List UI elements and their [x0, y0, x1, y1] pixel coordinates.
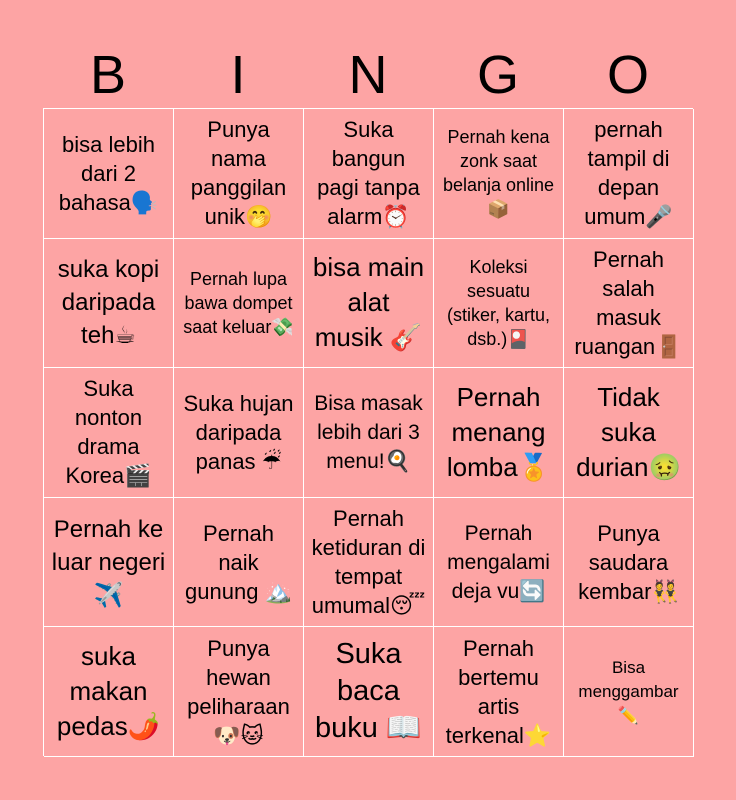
bingo-cell[interactable] — [304, 239, 434, 369]
bingo-cell[interactable] — [564, 239, 694, 369]
bingo-cell[interactable] — [174, 109, 304, 239]
bingo-cell[interactable] — [44, 498, 174, 628]
cell-text: Pernah ke luar negeri ✈️ — [51, 515, 166, 609]
cell-text: bisa lebih dari 2 bahasa🗣️ — [58, 131, 159, 215]
bingo-cell[interactable] — [434, 498, 564, 628]
bingo-header — [43, 42, 693, 108]
bingo-cell[interactable] — [44, 109, 174, 239]
bingo-cell[interactable] — [174, 368, 304, 498]
cell-text: Bisa masak lebih dari 3 menu!🍳 — [314, 391, 423, 473]
cell-text: Tidak suka durian🤢 — [576, 381, 681, 482]
cell-text: pernah tampil di depan umum🎤 — [584, 117, 673, 230]
cell-text: suka kopi daripada teh☕ — [57, 256, 160, 350]
cell-text: Pernah naik gunung 🏔️ — [185, 520, 292, 604]
bingo-cell[interactable] — [434, 368, 564, 498]
cell-text: Bisa menggambar ✏️ — [578, 657, 679, 725]
bingo-cell[interactable] — [564, 368, 694, 498]
cell-text: Pernah ketiduran di tempat umumal😴 — [311, 506, 426, 619]
bingo-cell[interactable] — [434, 627, 564, 757]
header-letter-n: N — [348, 45, 388, 105]
bingo-cell[interactable] — [174, 239, 304, 369]
bingo-cell[interactable] — [304, 627, 434, 757]
bingo-cell[interactable] — [44, 627, 174, 757]
header-letter-g: G — [476, 45, 519, 105]
bingo-cell[interactable] — [434, 109, 564, 239]
bingo-cell[interactable] — [304, 368, 434, 498]
bingo-cell[interactable] — [564, 109, 694, 239]
bingo-cell[interactable] — [44, 368, 174, 498]
cell-text: suka makan pedas🌶️ — [56, 641, 161, 742]
bingo-cell[interactable] — [174, 627, 304, 757]
bingo-cell[interactable] — [174, 498, 304, 628]
header-letter-o: O — [606, 45, 649, 105]
cell-text: Pernah menang lomba🏅 — [446, 381, 551, 482]
cell-text: Suka baca buku 📖 — [314, 638, 423, 745]
bingo-cell[interactable] — [434, 239, 564, 369]
cell-text: Punya nama panggilan unik🤭 — [190, 117, 287, 230]
header-letter-i: I — [230, 45, 246, 105]
header-letter-b: B — [89, 45, 127, 105]
bingo-cell[interactable] — [44, 239, 174, 369]
cell-text: Punya hewan peliharaan 🐶🐱 — [187, 635, 290, 748]
cell-text: Punya saudara kembar👯 — [578, 520, 679, 604]
cell-text: Pernah salah masuk ruangan🚪 — [574, 246, 683, 359]
cell-text: Suka hujan daripada panas ☔ — [183, 390, 294, 474]
cell-text: Koleksi sesuatu (stiker, kartu, dsb.)🎴 — [446, 256, 551, 349]
cell-text: Suka bangun pagi tanpa alarm⏰ — [317, 117, 420, 230]
bingo-cell[interactable] — [564, 627, 694, 757]
cell-text: Suka nonton drama Korea🎬 — [65, 376, 152, 489]
cell-text: bisa main alat musik 🎸 — [312, 252, 425, 353]
cell-text: Pernah bertemu artis terkenal⭐ — [445, 635, 552, 748]
cell-text: Pernah mengalami deja vu🔄 — [447, 521, 550, 603]
bingo-cell[interactable] — [304, 498, 434, 628]
cell-text: Pernah lupa bawa dompet saat keluar💸 — [183, 268, 294, 337]
bingo-cell[interactable] — [564, 498, 694, 628]
bingo-cell[interactable] — [304, 109, 434, 239]
cell-text: Pernah kena zonk saat belanja online 📦 — [442, 127, 555, 220]
bingo-grid — [43, 108, 693, 756]
